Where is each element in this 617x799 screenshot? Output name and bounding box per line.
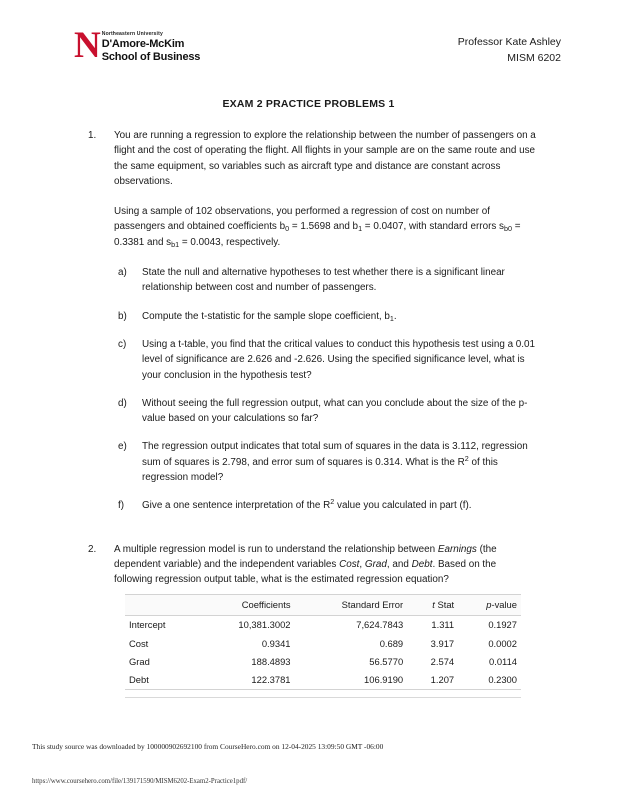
b1-value: 0.0407	[373, 221, 404, 233]
column-header-coefficients: Coefficients	[197, 594, 294, 615]
coursehero-source-url[interactable]: https://www.coursehero.com/file/139171590/MISM6202-Exam2-Practice1pdf/	[32, 778, 248, 785]
course-code: MISM 6202	[507, 52, 561, 64]
table-body	[125, 615, 521, 689]
subpart-f-label: f)	[118, 500, 125, 512]
sb0-value: 0.3381	[114, 236, 145, 248]
spacer	[88, 250, 536, 265]
variable-earnings: Earnings	[437, 543, 477, 555]
page-header	[0, 26, 617, 82]
subpart-f	[118, 498, 536, 513]
coursehero-download-note: This study source was downloaded by 100000902692100 from CourseHero.com on 12-04-2025 13:09:50 GMT -06:00	[32, 742, 384, 751]
question-1-setup	[88, 204, 536, 250]
cell-cost-t-stat: 3.917	[430, 637, 455, 649]
column-header-variable	[125, 594, 197, 615]
b1-subscript: 1	[389, 313, 394, 323]
variable-debt: Debt	[411, 558, 433, 570]
subpart-a	[118, 265, 536, 296]
question-1	[88, 128, 536, 189]
question-1-text: You are running a regression to explore the relationship between the number of passengers on a flight and the cost of operating the flight. All flights in your sample are on the same route and use the same equipment, so variables such as aircraft type and distance are constant across observations.	[114, 130, 536, 187]
northeastern-n-icon: N	[74, 25, 100, 66]
subpart-c	[118, 337, 536, 383]
sb1-value: 0.0043	[190, 236, 221, 248]
cell-intercept-coefficient: 10,381.3002	[238, 619, 291, 631]
question-1-number: 1.	[88, 130, 97, 141]
question-1-subparts	[88, 265, 536, 514]
r-squared-superscript: 2	[464, 453, 469, 463]
sb1-subscript: b1	[171, 239, 180, 249]
cell-grad-t-stat: 2.574	[430, 655, 455, 667]
cell-debt-p-value: 0.2300	[458, 671, 521, 690]
subpart-b	[118, 309, 536, 324]
table-row	[125, 634, 521, 652]
instructor-name: Professor Kate Ashley	[457, 36, 561, 48]
cell-intercept-standard-error: 7,624.7843	[356, 619, 404, 631]
table-bottom-divider	[125, 697, 521, 698]
row-label-grad: Grad	[129, 655, 150, 667]
subpart-a-label: a)	[118, 267, 127, 279]
subpart-b-text: Compute the t-statistic for the sample slope coefficient, $b_1$.	[142, 310, 397, 323]
regression-output-table	[125, 594, 521, 690]
b0-subscript: 0	[285, 224, 290, 234]
question-1-coefficients-text: Using a sample of 102 observations, you performed a regression of cost on number of passengers and obtained coefficients $b_0 = 1.5698$ and $b_1 = 0.0407$, with standard errors $s_{b0} = 0.3381$ and $s_{b1} = 0.0043$, respectively.	[114, 206, 521, 249]
cell-intercept-p-value: 0.1927	[488, 619, 517, 631]
subpart-d-label: d)	[118, 397, 127, 409]
logo-school-line2: School of Business	[101, 51, 201, 63]
logo-university-name: Northeastern University	[101, 31, 163, 37]
variable-grad: Grad	[364, 558, 387, 570]
spacer	[88, 189, 536, 204]
subpart-e-label: e)	[118, 441, 127, 453]
logo-text-block	[102, 28, 200, 64]
cell-debt-coefficient: 122.3781	[197, 671, 294, 690]
b1-subscript: 1	[358, 224, 363, 234]
table-row	[125, 652, 521, 670]
subpart-a-text: State the null and alternative hypotheses to test whether there is a significant linear relationship between cost and number of passengers.	[142, 267, 505, 294]
sb0-subscript: b0	[503, 224, 512, 234]
r-squared-superscript: 2	[330, 497, 335, 507]
regression-output-table-wrapper	[125, 594, 521, 698]
subpart-b-label: b)	[118, 310, 127, 322]
table-row	[125, 671, 521, 690]
cell-grad-coefficient: 188.4893	[251, 655, 291, 667]
subpart-d	[118, 396, 536, 427]
question-2-text: A multiple regression model is run to understand the relationship between Earnings (the dependent variable) and the independent variables Cost, Grad, and Debt. Based on the following regression output table, what is the estimated regression equation?	[114, 543, 497, 586]
cell-intercept-t-stat: 1.311	[431, 619, 455, 631]
b0-value: 1.5698	[300, 221, 331, 233]
page-title: EXAM 2 PRACTICE PROBLEMS 1	[222, 98, 395, 110]
document-body	[88, 128, 536, 698]
cell-debt-standard-error: 106.9190	[295, 671, 408, 690]
row-label-intercept: Intercept	[129, 619, 166, 631]
spacer	[88, 527, 536, 542]
cell-cost-coefficient: 0.9341	[261, 637, 291, 649]
question-2-number: 2.	[88, 543, 97, 555]
column-header-t-stat: t Stat	[407, 594, 458, 615]
subpart-e	[118, 439, 536, 485]
table-header-row	[125, 594, 521, 615]
cell-debt-t-stat: 1.207	[407, 671, 458, 690]
header-course-info	[458, 34, 561, 66]
cell-cost-standard-error: 0.689	[379, 637, 404, 649]
table-header	[125, 594, 521, 615]
northeastern-dmore-mckim-logo	[74, 25, 201, 66]
row-label-debt: Debt	[125, 671, 197, 690]
column-header-p-value: p-value	[458, 594, 521, 615]
subpart-c-label: c)	[118, 338, 127, 350]
sample-size-value: 102	[195, 206, 213, 218]
subpart-c-text: Using a t-table, you find that the critical values to conduct this hypothesis test using a 0.01 level of significance are 2.626 and -2.626. Using the specified significance level, what is your conclusion in the hypothesis test?	[142, 338, 536, 381]
cell-grad-p-value: 0.0114	[489, 655, 517, 667]
cell-grad-standard-error: 56.5770	[369, 655, 404, 667]
column-header-standard-error: Standard Error	[295, 594, 408, 615]
table-row	[125, 615, 521, 634]
question-2	[88, 542, 536, 588]
variable-cost: Cost	[339, 558, 360, 570]
row-label-cost: Cost	[129, 637, 149, 649]
subpart-e-text: The regression output indicates that total sum of squares in the data is 3.112, regression sum of squares is 2.798, and error sum of squares is 0.314. What is the $R^2$ of this regression model?	[142, 441, 528, 484]
subpart-f-text: Give a one sentence interpretation of the $R^2$ value you calculated in part (f).	[142, 497, 472, 512]
cell-cost-p-value: 0.0002	[488, 637, 517, 649]
logo-school-line1: D'Amore-McKim	[101, 38, 185, 50]
subpart-d-text: Without seeing the full regression output, what can you conclude about the size of the p-value based on your calculations so far?	[142, 397, 528, 425]
